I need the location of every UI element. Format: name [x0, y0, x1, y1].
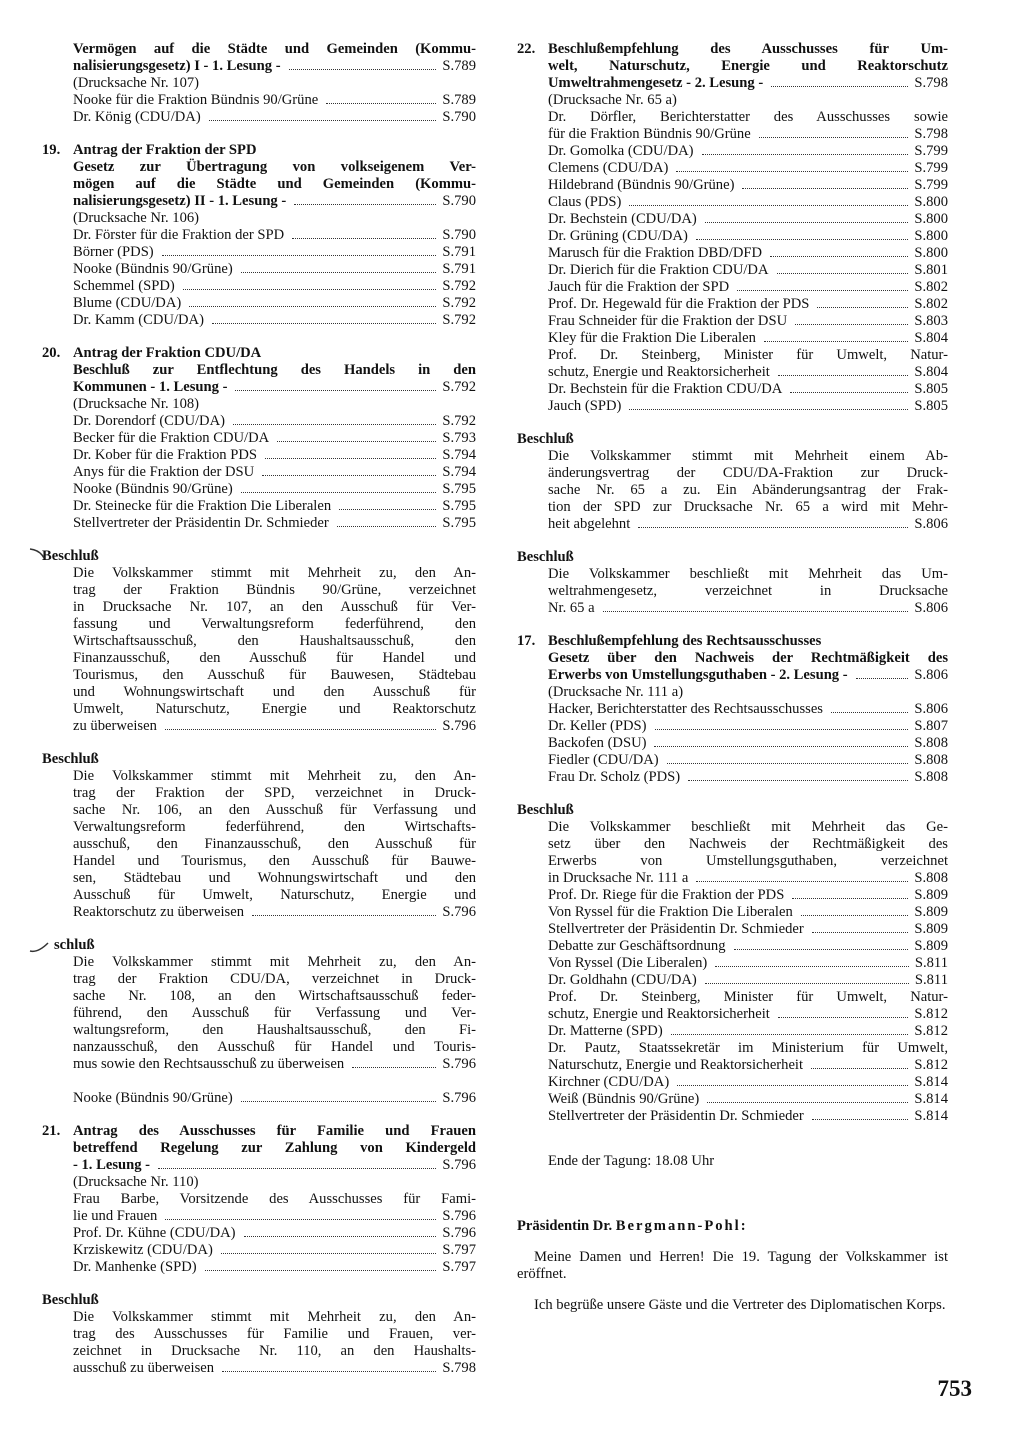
item-title-line: Antrag des Ausschusses für Familie und Frauen [73, 1123, 476, 1139]
page-ref: S.791 [442, 244, 476, 260]
speaker-entry: Dr. Dörfler, Berichterstatter des Ausschusses sowie [548, 109, 948, 125]
item-title-line: nalisierungsgesetz) I - 1. Lesung - [73, 58, 281, 74]
page-ref: S.814 [914, 1091, 948, 1107]
speaker-entry: Becker für die Fraktion CDU/DA [73, 430, 270, 446]
speaker-entry: schutz, Energie und Reaktorsicherheit [548, 1006, 770, 1022]
toc-entry [548, 364, 948, 381]
toc-entry [548, 735, 948, 752]
toc-entry [548, 921, 948, 938]
toc-entry [548, 313, 948, 330]
resolution-line: zeichnet in Drucksache Nr. 110, an den Haushalts- [73, 1343, 476, 1359]
speaker-entry: Dr. Goldhahn (CDU/DA) [548, 972, 697, 988]
page-ref: S.804 [914, 364, 948, 380]
resolution-block [42, 937, 476, 1107]
resolution-line: Die Volkskammer beschließt mit Mehrheit das Ge- [548, 819, 948, 835]
doc-reference: (Drucksache Nr. 108) [73, 396, 200, 412]
toc-entry [548, 769, 948, 786]
pencil-mark-icon [28, 546, 54, 560]
toc-entry [548, 887, 948, 904]
page-ref: S.796 [442, 1208, 476, 1224]
toc-entry [73, 261, 476, 278]
speaker-entry: Frau Schneider für die Fraktion der DSU [548, 313, 788, 329]
speech-paragraph: Ich begrüße unsere Gäste und die Vertreter des Diplomatischen Korps. [534, 1297, 946, 1313]
toc-entry [548, 194, 948, 211]
page-ref: S.798 [442, 1360, 476, 1376]
speaker-entry: Clemens (CDU/DA) [548, 160, 669, 176]
toc-entry [73, 295, 476, 312]
toc-entry [548, 955, 948, 972]
speaker-entry: Dr. Bechstein für die Fraktion CDU/DA [548, 381, 783, 397]
resolution-heading: Beschluß [42, 1292, 99, 1308]
page-ref: S.789 [442, 58, 476, 74]
page-ref: S.800 [914, 228, 948, 244]
page-ref: S.797 [442, 1242, 476, 1258]
speaker-entry: Blume (CDU/DA) [73, 295, 182, 311]
page-ref: S.796 [442, 718, 476, 734]
item-title-line: Kommunen - 1. Lesung - [73, 379, 228, 395]
speaker-entry: Von Ryssel für die Fraktion Die Liberalen [548, 904, 793, 920]
toc-entry [73, 58, 476, 75]
toc-entry [548, 1006, 948, 1023]
resolution-line: ausschuß, den Finanzausschuß, den Ausschuß für [73, 836, 476, 852]
page-ref: S.806 [914, 701, 948, 717]
speaker-entry: Claus (PDS) [548, 194, 622, 210]
resolution-heading: schluß [54, 937, 95, 953]
toc-entry [73, 1090, 476, 1107]
toc-entry [548, 752, 948, 769]
speaker-entry: Dr. König (CDU/DA) [73, 109, 201, 125]
speaker-entry: schutz, Energie und Reaktorsicherheit [548, 364, 770, 380]
page-ref: S.796 [442, 1157, 476, 1173]
item-number: 21. [42, 1123, 61, 1139]
page-ref: S.795 [442, 498, 476, 514]
toc-entry [73, 447, 476, 464]
page-ref: S.799 [914, 143, 948, 159]
resolution-line: in Drucksache Nr. 111 a [548, 870, 689, 886]
page-ref: S.804 [914, 330, 948, 346]
toc-entry [73, 430, 476, 447]
toc-entry [548, 938, 948, 955]
item-number: 20. [42, 345, 61, 361]
toc-entry [73, 1208, 476, 1225]
toc-entry [73, 498, 476, 515]
item-title-line: Vermögen auf die Städte und Gemeinden (Kommu- [73, 41, 476, 57]
resolution-line: tion der SPD zur Drucksache Nr. 65 a wird mit Mehr- [548, 499, 948, 515]
resolution-block [517, 549, 948, 617]
toc-entry [73, 718, 476, 735]
toc-entry [73, 92, 476, 109]
speaker-entry: Prof. Dr. Kühne (CDU/DA) [73, 1225, 236, 1241]
toc-entry [548, 279, 948, 296]
speaker-entry: Hildebrand (Bündnis 90/Grüne) [548, 177, 735, 193]
speaker-entry: Dr. Bechstein (CDU/DA) [548, 211, 697, 227]
toc-entry [73, 1157, 476, 1174]
page-ref: S.795 [442, 515, 476, 531]
toc-entry [548, 177, 948, 194]
speaker-entry: Börner (PDS) [73, 244, 154, 260]
item-number: 22. [517, 41, 536, 57]
speaker-entry: Dr. Kamm (CDU/DA) [73, 312, 204, 328]
toc-item-20 [42, 345, 476, 532]
speaker-entry: Dr. Förster für die Fraktion der SPD [73, 227, 285, 243]
speaker-entry: Stellvertreter der Präsidentin Dr. Schmieder [548, 921, 804, 937]
speaker-entry: Dr. Steinecke für die Fraktion Die Liberalen [73, 498, 332, 514]
speaker-entry: für die Fraktion Bündnis 90/Grüne [548, 126, 751, 142]
toc-entry [73, 109, 476, 126]
page-ref: S.792 [442, 413, 476, 429]
speaker-entry: Dr. Manhenke (SPD) [73, 1259, 197, 1275]
resolution-line: Die Volkskammer stimmt mit Mehrheit zu, den An- [73, 1309, 476, 1325]
speaker-entry: Prof. Dr. Steinberg, Minister für Umwelt, Natur- [548, 347, 948, 363]
speaker-entry: Jauch (SPD) [548, 398, 622, 414]
page-number: 753 [937, 1376, 972, 1401]
speaker-entry: Dr. Dorendorf (CDU/DA) [73, 413, 225, 429]
toc-entry [73, 312, 476, 329]
item-title-line: Erwerbs von Umstellungsguthaben - 2. Lesung - [548, 667, 848, 683]
item-heading: Antrag der Fraktion CDU/DA [73, 345, 262, 361]
page-ref: S.791 [442, 261, 476, 277]
item-title-line: Gesetz über den Nachweis der Rechtmäßigkeit des [548, 650, 948, 666]
page-ref: S.796 [442, 1225, 476, 1241]
page-ref: S.808 [914, 752, 948, 768]
toc-entry [73, 1259, 476, 1276]
page-ref: S.809 [914, 921, 948, 937]
resolution-line: Die Volkskammer beschließt mit Mehrheit das Um- [548, 566, 948, 582]
toc-entry [548, 904, 948, 921]
toc-entry [548, 75, 948, 92]
toc-entry [73, 413, 476, 430]
speaker-name: Bergmann-Pohl: [615, 1218, 748, 1234]
toc-item-21 [42, 1123, 476, 1276]
doc-reference: (Drucksache Nr. 111 a) [548, 684, 684, 700]
toc-entry [73, 1242, 476, 1259]
resolution-line: nanzausschuß, den Ausschuß für Handel und Touris- [73, 1039, 476, 1055]
page-ref: S.811 [914, 955, 948, 971]
page-ref: S.797 [442, 1259, 476, 1275]
item-number: 19. [42, 142, 61, 158]
page-ref: S.801 [914, 262, 948, 278]
speaker-entry: Dr. Kober für die Fraktion PDS [73, 447, 258, 463]
resolution-line: Die Volkskammer stimmt mit Mehrheit zu, den An- [73, 565, 476, 581]
resolution-line: trag der Fraktion Bündnis 90/Grüne, verzeichnet [73, 582, 476, 598]
speaker-entry: Prof. Dr. Steinberg, Minister für Umwelt, Natur- [548, 989, 948, 1005]
toc-entry [548, 160, 948, 177]
resolution-line: Nr. 65 a [548, 600, 595, 616]
resolution-line: und Wohnungswirtschaft und den Ausschuß für [73, 684, 476, 700]
speaker-heading [517, 1218, 948, 1235]
page-ref: S.806 [914, 516, 948, 532]
resolution-line: heit abgelehnt [548, 516, 631, 532]
resolution-line: waltungsreform, den Haushaltsausschuß, den Fi- [73, 1022, 476, 1038]
right-column [517, 41, 948, 1328]
item-title-line: Beschlußempfehlung des Rechtsausschusses [548, 633, 822, 649]
pencil-mark-icon [28, 941, 54, 955]
item-title-line: welt, Naturschutz, Energie und Reaktorschutz [548, 58, 948, 74]
resolution-line: sache Nr. 106, an den Ausschuß für Verfassung und [73, 802, 476, 818]
page-ref: S.812 [914, 1057, 948, 1073]
speaker-entry: Kirchner (CDU/DA) [548, 1074, 670, 1090]
resolution-line: Umwelt, Naturschutz, Energie und Reaktorschutz [73, 701, 476, 717]
toc-entry [548, 870, 948, 887]
page-ref: S.796 [442, 1056, 476, 1072]
toc-entry [548, 600, 948, 617]
resolution-line: mus sowie den Rechtsausschuß zu überweisen [73, 1056, 345, 1072]
resolution-line: sache Nr. 65 a zu. Ein Abänderungsantrag der Frak- [548, 482, 948, 498]
resolution-line: Tourismus, den Ausschuß für Bauwesen, Städtebau [73, 667, 476, 683]
resolution-line: führend, den Ausschuß für Verfassung und Ver- [73, 1005, 476, 1021]
page-ref: S.802 [914, 279, 948, 295]
page-ref: S.808 [914, 735, 948, 751]
resolution-line: sache Nr. 108, an den Wirtschaftsausschuß feder- [73, 988, 476, 1004]
item-title-line: Beschluß zur Entflechtung des Handels in den [73, 362, 476, 378]
page-ref: S.812 [914, 1023, 948, 1039]
resolution-heading: Beschluß [517, 431, 574, 447]
toc-entry [548, 1108, 948, 1125]
page-ref: S.795 [442, 481, 476, 497]
page-ref: S.809 [914, 887, 948, 903]
speaker-entry: Weiß (Bündnis 90/Grüne) [548, 1091, 700, 1107]
resolution-line: in Drucksache Nr. 107, an den Ausschuß für Ver- [73, 599, 476, 615]
speaker-entry: Stellvertreter der Präsidentin Dr. Schmieder [548, 1108, 804, 1124]
page-ref: S.794 [442, 447, 476, 463]
page-ref: S.809 [914, 938, 948, 954]
speaker-role: Präsidentin Dr. [517, 1218, 613, 1234]
item-heading: Antrag der Fraktion der SPD [73, 142, 257, 158]
page-ref: S.805 [914, 381, 948, 397]
item-title-line: betreffend Regelung zur Zahlung von Kindergeld [73, 1140, 476, 1156]
resolution-heading: Beschluß [42, 548, 99, 564]
toc-entry [548, 398, 948, 415]
page-ref: S.800 [914, 194, 948, 210]
resolution-block [42, 548, 476, 735]
page-ref: S.792 [442, 278, 476, 294]
resolution-line: Ausschuß für Umwelt, Naturschutz, Energie und [73, 887, 476, 903]
toc-entry [548, 1091, 948, 1108]
toc-entry [548, 296, 948, 313]
toc-entry [548, 1074, 948, 1091]
speaker-entry: Anys für die Fraktion der DSU [73, 464, 255, 480]
resolution-line: Finanzausschuß, den Ausschuß für Handel und [73, 650, 476, 666]
speaker-entry: Dr. Grüning (CDU/DA) [548, 228, 688, 244]
page-ref: S.796 [442, 904, 476, 920]
page-ref: S.798 [914, 126, 948, 142]
resolution-line: trag des Ausschusses für Familie und Frauen, ver- [73, 1326, 476, 1342]
speaker-entry: Naturschutz, Energie und Reaktorsicherheit [548, 1057, 804, 1073]
doc-reference: (Drucksache Nr. 106) [73, 210, 200, 226]
page-ref: S.806 [914, 600, 948, 616]
resolution-line: setz über den Nachweis der Rechtmäßigkeit des [548, 836, 948, 852]
speaker-entry: Dr. Pautz, Staatssekretär im Ministerium für Umwelt, [548, 1040, 948, 1056]
speaker-entry: Marusch für die Fraktion DBD/DFD [548, 245, 763, 261]
toc-entry [73, 379, 476, 396]
toc-entry [73, 904, 476, 921]
speaker-entry: Nooke (Bündnis 90/Grüne) [73, 1090, 233, 1106]
resolution-line: zu überweisen [73, 718, 157, 734]
page-ref: S.800 [914, 211, 948, 227]
page-ref: S.792 [442, 379, 476, 395]
resolution-line: Wirtschaftsausschuß, den Haushaltsausschuß, den [73, 633, 476, 649]
toc-entry [548, 701, 948, 718]
speaker-entry: Prof. Dr. Riege für die Fraktion der PDS [548, 887, 785, 903]
page-ref: S.792 [442, 295, 476, 311]
toc-entry [548, 381, 948, 398]
toc-entry [548, 126, 948, 143]
toc-item-22 [517, 41, 948, 415]
toc-entry [73, 1360, 476, 1377]
toc-entry [548, 211, 948, 228]
speaker-entry: Von Ryssel (Die Liberalen) [548, 955, 708, 971]
toc-item-17 [517, 633, 948, 786]
speech-paragraph: Meine Damen und Herren! Die 19. Tagung der Volkskammer ist eröffnet. [517, 1249, 948, 1282]
doc-reference: (Drucksache Nr. 107) [73, 75, 200, 91]
page-ref: S.805 [914, 398, 948, 414]
page-ref: S.802 [914, 296, 948, 312]
resolution-line: trag der Fraktion CDU/DA, verzeichnet in Druck- [73, 971, 476, 987]
page-ref: S.807 [914, 718, 948, 734]
item-title-line: Gesetz zur Übertragung von volkseigenem Ver- [73, 159, 476, 175]
toc-entry [548, 972, 948, 989]
toc-entry [548, 228, 948, 245]
speaker-entry: Dr. Keller (PDS) [548, 718, 647, 734]
speaker-entry: Fiedler (CDU/DA) [548, 752, 659, 768]
page-ref: S.800 [914, 245, 948, 261]
resolution-line: ausschuß zu überweisen [73, 1360, 215, 1376]
toc-entry [73, 481, 476, 498]
left-column [42, 41, 476, 1393]
speaker-entry: Stellvertreter der Präsidentin Dr. Schmieder [73, 515, 329, 531]
page-ref: S.793 [442, 430, 476, 446]
toc-entry [548, 718, 948, 735]
toc-entry [548, 1023, 948, 1040]
speaker-entry: Frau Dr. Scholz (PDS) [548, 769, 681, 785]
page-ref: S.811 [914, 972, 948, 988]
page-ref: S.789 [442, 92, 476, 108]
resolution-line: Die Volkskammer stimmt mit Mehrheit einem Ab- [548, 448, 948, 464]
page-ref: S.792 [442, 312, 476, 328]
speaker-entry: Krziskewitz (CDU/DA) [73, 1242, 213, 1258]
page-ref: S.794 [442, 464, 476, 480]
doc-reference: (Drucksache Nr. 110) [73, 1174, 199, 1190]
resolution-line: trag der Fraktion der SPD, verzeichnet in Druck- [73, 785, 476, 801]
page-ref: S.806 [914, 667, 948, 683]
page-ref: S.798 [914, 75, 948, 91]
resolution-line: sen, Städtebau und Wohnungswirtschaft und den [73, 870, 476, 886]
resolution-line: Verwaltungsreform federführend, den Wirtschafts- [73, 819, 476, 835]
speaker-entry: Debatte zur Geschäftsordnung [548, 938, 726, 954]
speaker-entry: Prof. Dr. Hegewald für die Fraktion der PDS [548, 296, 810, 312]
toc-entry [548, 1057, 948, 1074]
toc-entry [73, 227, 476, 244]
speaker-entry: Dr. Dierich für die Fraktion CDU/DA [548, 262, 769, 278]
toc-entry [548, 245, 948, 262]
page-ref: S.799 [914, 177, 948, 193]
resolution-block [517, 802, 948, 1125]
resolution-block [42, 751, 476, 921]
item-title-line: - 1. Lesung - [73, 1157, 151, 1173]
page-ref: S.803 [914, 313, 948, 329]
toc-entry [73, 1056, 476, 1073]
speaker-entry: Dr. Gomolka (CDU/DA) [548, 143, 694, 159]
page-ref: S.809 [914, 904, 948, 920]
speaker-entry: Nooke für die Fraktion Bündnis 90/Grüne [73, 92, 319, 108]
speaker-entry: lie und Frauen [73, 1208, 158, 1224]
resolution-line: fassung und Verwaltungsreform federführend, den [73, 616, 476, 632]
resolution-line: änderungsvertrag der CDU/DA-Fraktion zur Druck- [548, 465, 948, 481]
item-title-line: Umweltrahmengesetz - 2. Lesung - [548, 75, 764, 91]
item-title-line: nalisierungsgesetz) II - 1. Lesung - [73, 193, 287, 209]
page-ref: S.796 [442, 1090, 476, 1106]
page-ref: S.814 [914, 1074, 948, 1090]
page-ref: S.814 [914, 1108, 948, 1124]
toc-entry [548, 143, 948, 160]
page-ref: S.790 [442, 227, 476, 243]
speaker-entry: Dr. Matterne (SPD) [548, 1023, 663, 1039]
page-ref: S.799 [914, 160, 948, 176]
toc-entry [73, 244, 476, 261]
toc-entry [548, 667, 948, 684]
speaker-entry: Nooke (Bündnis 90/Grüne) [73, 481, 233, 497]
resolution-line: Erwerbs von Umstellungsguthaben, verzeichnet [548, 853, 948, 869]
resolution-line: Die Volkskammer stimmt mit Mehrheit zu, den An- [73, 954, 476, 970]
doc-reference: (Drucksache Nr. 65 a) [548, 92, 677, 108]
resolution-line: Handel und Tourismus, den Ausschuß für Bauwe- [73, 853, 476, 869]
page-ref: S.808 [914, 870, 948, 886]
session-end: Ende der Tagung: 18.08 Uhr [548, 1153, 715, 1169]
speaker-entry: Hacker, Berichterstatter des Rechtsausschusses [548, 701, 823, 717]
item-title-line: mögen auf die Städte und Gemeinden (Kommu- [73, 176, 476, 192]
page-ref: S.790 [442, 193, 476, 209]
item-title-line: Beschlußempfehlung des Ausschusses für Um- [548, 41, 948, 57]
page-ref: S.790 [442, 109, 476, 125]
page-ref: S.812 [914, 1006, 948, 1022]
speaker-entry: Backofen (DSU) [548, 735, 647, 751]
resolution-line: Die Volkskammer stimmt mit Mehrheit zu, den An- [73, 768, 476, 784]
resolution-block [42, 1292, 476, 1377]
toc-entry [548, 262, 948, 279]
toc-entry [73, 1225, 476, 1242]
speaker-entry: Nooke (Bündnis 90/Grüne) [73, 261, 233, 277]
toc-entry [548, 516, 948, 533]
speaker-entry: Kley für die Fraktion Die Liberalen [548, 330, 756, 346]
resolution-line: Reaktorschutz zu überweisen [73, 904, 245, 920]
resolution-block [517, 431, 948, 533]
toc-entry [73, 278, 476, 295]
toc-entry [73, 515, 476, 532]
resolution-heading: Beschluß [517, 549, 574, 565]
toc-entry [548, 330, 948, 347]
toc-entry [73, 464, 476, 481]
toc-item-18-continued [42, 41, 476, 126]
toc-item-19 [42, 142, 476, 329]
resolution-heading: Beschluß [517, 802, 574, 818]
resolution-heading: Beschluß [42, 751, 99, 767]
speaker-entry: Jauch für die Fraktion der SPD [548, 279, 730, 295]
resolution-line: weltrahmengesetz, verzeichnet in Drucksache [548, 583, 948, 599]
page-ref: S.808 [914, 769, 948, 785]
toc-entry [73, 193, 476, 210]
speaker-entry: Frau Barbe, Vorsitzende des Ausschusses für Fami- [73, 1191, 476, 1207]
speaker-entry: Schemmel (SPD) [73, 278, 175, 294]
item-number: 17. [517, 633, 536, 649]
